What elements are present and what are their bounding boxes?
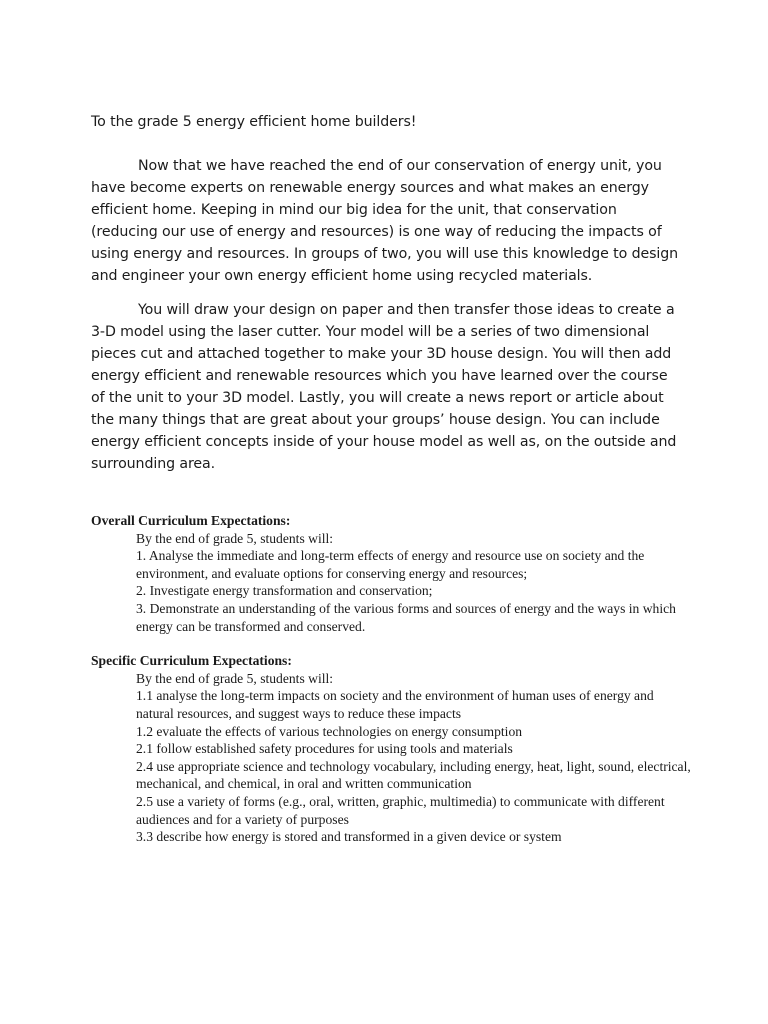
curriculum-expectations: [91, 512, 691, 846]
specific-expectations-title: Specific Curriculum Expectations:: [91, 653, 292, 669]
list-item: 1.1 analyse the long-term impacts on society and the environment of human uses of energy and natural resources, and suggest ways to reduce these impacts: [136, 688, 654, 721]
paragraph-intro: Now that we have reached the end of our conservation of energy unit, you have become experts on renewable energy sources and what makes an energy efficient home. Keeping in mind our big idea for the unit, that conservation (reducing our use of energy and resources) is one way of reducing the impacts of using energy and resources. In groups of two, you will use this knowledge to design and engineer your own energy efficient home using recycled materials.: [91, 158, 679, 284]
list-item: 2.1 follow established safety procedures for using tools and materials: [136, 741, 513, 757]
greeting: To the grade 5 energy efficient home builders!: [91, 114, 417, 130]
list-item: 1.2 evaluate the effects of various technologies on energy consumption: [136, 723, 523, 739]
specific-expectations-section: [91, 652, 691, 846]
specific-expectations-list: [91, 670, 691, 846]
list-item: 3. Demonstrate an understanding of the various forms and sources of energy and the ways in which energy can be transformed and conserved.: [136, 600, 676, 634]
specific-intro: By the end of grade 5, students will:: [136, 670, 334, 686]
list-item: 2. Investigate energy transformation and conservation;: [136, 583, 433, 599]
overall-expectations-title: Overall Curriculum Expectations:: [91, 513, 291, 528]
letter-body: [91, 111, 681, 475]
overall-intro: By the end of grade 5, students will:: [136, 530, 334, 546]
paragraph-instructions: You will draw your design on paper and then transfer those ideas to create a 3-D model using the laser cutter. Your model will be a series of two dimensional pieces cut and attached together to make your 3D house design. You will then add energy efficient and renewable resources which you have learned over the course of the unit to your 3D model. Lastly, you will create a news report or article about the many things that are great about your groups’ house design. You can include energy efficient concepts inside of your house model as well as, on the outside and surrounding area.: [91, 302, 677, 472]
list-item: 2.5 use a variety of forms (e.g., oral, written, graphic, multimedia) to communicate with different audiences and for a variety of purposes: [136, 793, 665, 827]
overall-expectations-list: [91, 530, 691, 636]
list-item: 2.4 use appropriate science and technology vocabulary, including energy, heat, light, sound, electrical, mechanical, and chemical, in oral and written communication: [136, 758, 691, 792]
list-item: 3.3 describe how energy is stored and transformed in a given device or system: [136, 829, 562, 845]
overall-expectations-section: [91, 512, 691, 635]
list-item: 1. Analyse the immediate and long-term effects of energy and resource use on society and the environment, and evaluate options for conserving energy and resources;: [136, 548, 645, 581]
